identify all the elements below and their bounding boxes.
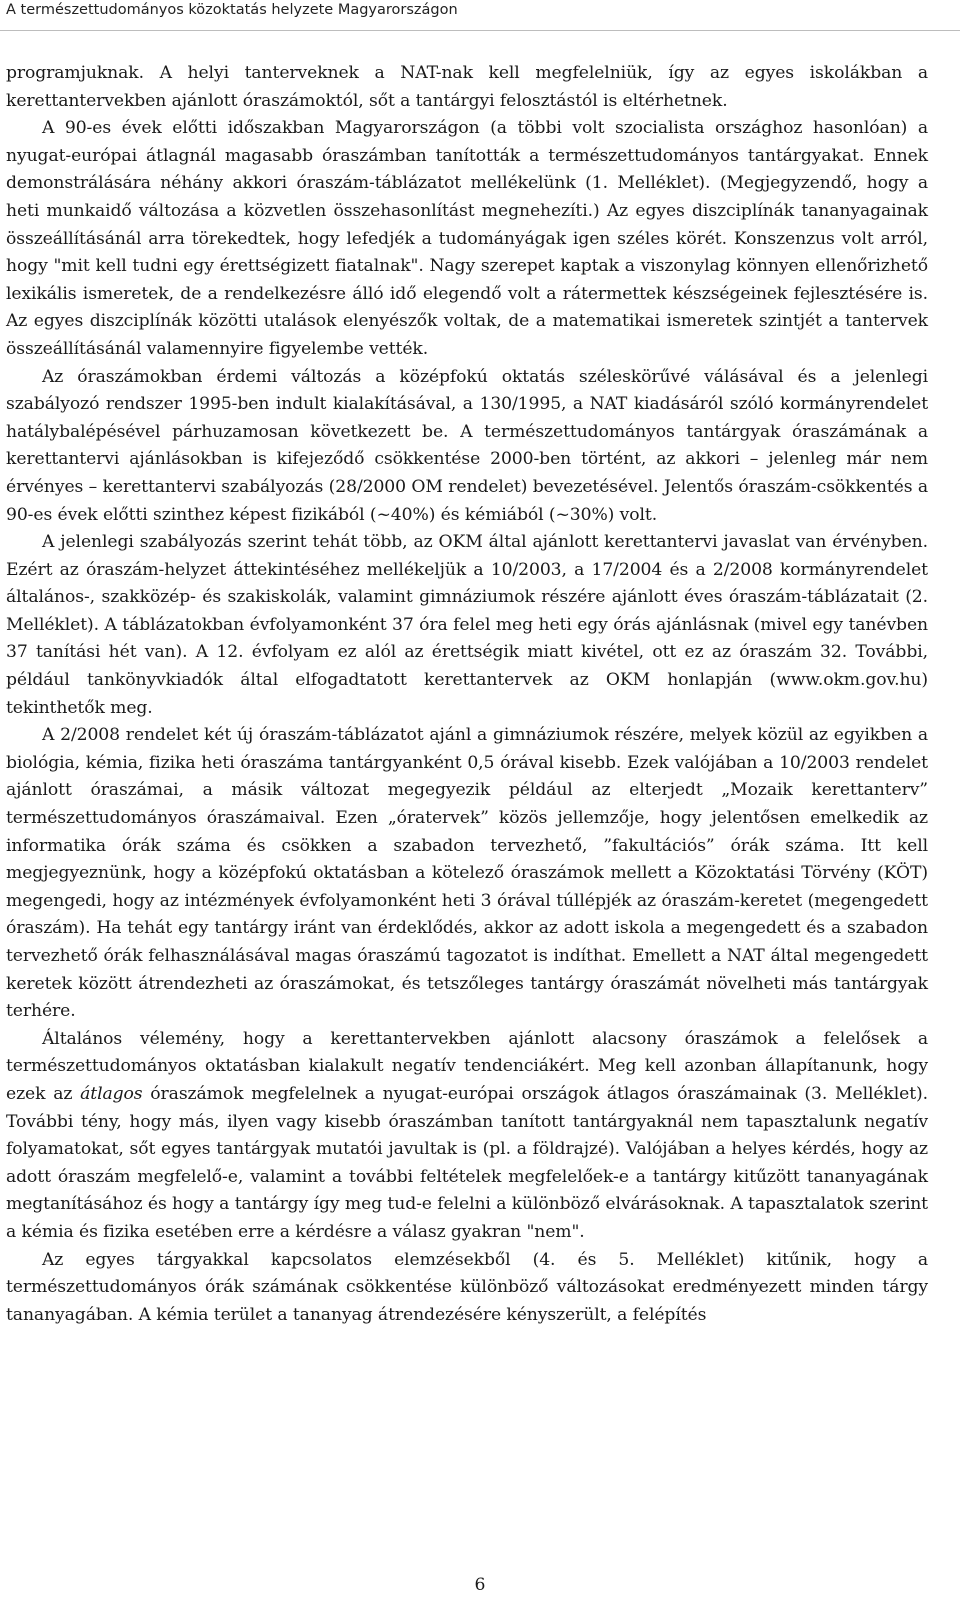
paragraph-6-text-start: Általános vélemény, hogy a kerettantervekben ajánlott alacsony óraszámok a felelősek a természettudományos oktatásban kialakult negatív tendenciákért. Meg kell azonban állapítanunk, hogy ezek az	[6, 1028, 928, 1104]
paragraph-4: A jelenlegi szabályozás szerint tehát több, az OKM által ajánlott kerettantervi javaslat van érvényben. Ezért az óraszám-helyzet áttekintéséhez mellékeljük a 10/2003, a 17/2004 és a 2/2008 kormányrendelet általános-, szakközép- és szakiskolák, valamint gimnáziumok részére ajánlott éves óraszám-táblázatait (2. Melléklet). A táblázatokban évfolyamonként 37 óra felel meg heti egy órás ajánlásnak (mivel egy tanévben 37 tanítási hét van). A 12. évfolyam ez alól az érettségik miatt kivétel, ott ez az óraszám 32. További, például tankönyvkiadók által elfogadtatott kerettantervek az OKM honlapján (www.okm.gov.hu) tekinthetők meg.	[6, 532, 928, 718]
paragraph-6-emphasis: átlagos	[80, 1083, 143, 1104]
paragraph-5: A 2/2008 rendelet két új óraszám-táblázatot ajánl a gimnáziumok részére, melyek közül az egyikben a biológia, kémia, fizika heti óraszáma tantárgyanként 0,5 órával kisebb. Ezek valójában a 10/2003 rendelet ajánlott óraszámai, a másik változat megegyezik például az elterjedt „Mozaik kerettanterv” természettudományos óraszámaival. Ezen „óratervek” közös jellemzője, hogy jelentősen emelkedik az informatika órák száma és csökken a szabadon tervezhető, ”fakultációs” órák száma. Itt kell megjegyeznünk, hogy a középfokú oktatásban a kötelező óraszámok mellett a Közoktatási Törvény (KÖT) megengedi, hogy az intézmények évfolyamonként heti 3 órával túllépjék az óraszám-keretet (megengedett óraszám). Ha tehát egy tantárgy iránt van érdeklődés, akkor az adott iskola a megengedett és a szabadon tervezhető órák felhasználásával magas óraszámú tagozatot is indíthat. Emellett a NAT által megengedett keretek között átrendezheti az óraszámokat, és tetszőleges tantárgy óraszámát növelheti más tantárgyak terhére.	[6, 725, 928, 1022]
header-rule	[0, 30, 960, 31]
paragraph-3: Az óraszámokban érdemi változás a középfokú oktatás széleskörűvé válásával és a jelenlegi szabályozó rendszer 1995-ben indult kialakításával, a 130/1995, a NAT kiadásáról szóló kormányrendelet hatálybalépésével párhuzamosan következett be. A természettudományos tantárgyak óraszámának a kerettantervi ajánlásokban is kifejeződő csökkentése 2000-ben történt, az akkori – jelenleg már nem érvényes – kerettantervi szabályozás (28/2000 OM rendelet) bevezetésével. Jelentős óraszám-csökkentés a 90-es évek előtti szinthez képest fizikából (~40%) és kémiából (~30%) volt.	[6, 366, 928, 525]
page-body	[6, 60, 928, 1329]
paragraph-6-text-end: óraszámok megfelelnek a nyugat-európai országok átlagos óraszámainak (3. Melléklet). További tény, hogy más, ilyen vagy kisebb óraszámban tanított tantárgyaknál nem tapasztalunk negatív folyamatokat, sőt egyes tantárgyak mutatói javultak is (pl. a földrajzé). Valójában a helyes kérdés, hogy az adott óraszám megfelelő-e, valamint a további feltételek megfelelőek-e a tantárgy kitűzött tananyagának megtanításához és hogy a tantárgy így meg tud-e felelni a különböző elvárásoknak. A tapasztalatok szerint a kémia és fizika esetében erre a kérdésre a válasz gyakran "nem".	[6, 1083, 928, 1242]
paragraph-1: programjuknak. A helyi tanterveknek a NAT-nak kell megfelelniük, így az egyes iskolákban a kerettantervekben ajánlott óraszámoktól, sőt a tantárgyi felosztástól is eltérhetnek.	[6, 63, 928, 111]
paragraph-7: Az egyes tárgyakkal kapcsolatos elemzésekből (4. és 5. Melléklet) kitűnik, hogy a természettudományos órák számának csökkentése különböző változásokat eredményezett minden tárgy tananyagában. A kémia terület a tananyag átrendezésére kényszerült, a felépítés	[6, 1249, 928, 1325]
page-number: 6	[474, 1575, 486, 1595]
running-header: A természettudományos közoktatás helyzete Magyarországon	[6, 2, 458, 18]
paragraph-6	[6, 1026, 928, 1247]
paragraph-2: A 90-es évek előtti időszakban Magyarországon (a többi volt szocialista országhoz hasonlóan) a nyugat-európai átlagnál magasabb óraszámban tanították a természettudományos tantárgyakat. Ennek demonstrálására néhány akkori óraszám-táblázatot mellékelünk (1. Melléklet). (Megjegyzendő, hogy a heti munkaidő változása a közvetlen összehasonlítást megnehezíti.) Az egyes diszciplínák tananyagainak összeállításánál arra törekedtek, hogy lefedjék a tudományágak igen széles körét. Konszenzus volt arról, hogy "mit kell tudni egy érettségizett fiatalnak". Nagy szerepet kaptak a viszonylag könnyen ellenőrizhető lexikális ismeretek, de a rendelkezésre álló idő elegendő volt a rátermettek készségeinek fejlesztésére is. Az egyes diszciplínák közötti utalások elenyészők voltak, de a matematikai ismeretek szintjét a tantervek összeállításánál valamennyire figyelembe vették.	[6, 118, 928, 359]
